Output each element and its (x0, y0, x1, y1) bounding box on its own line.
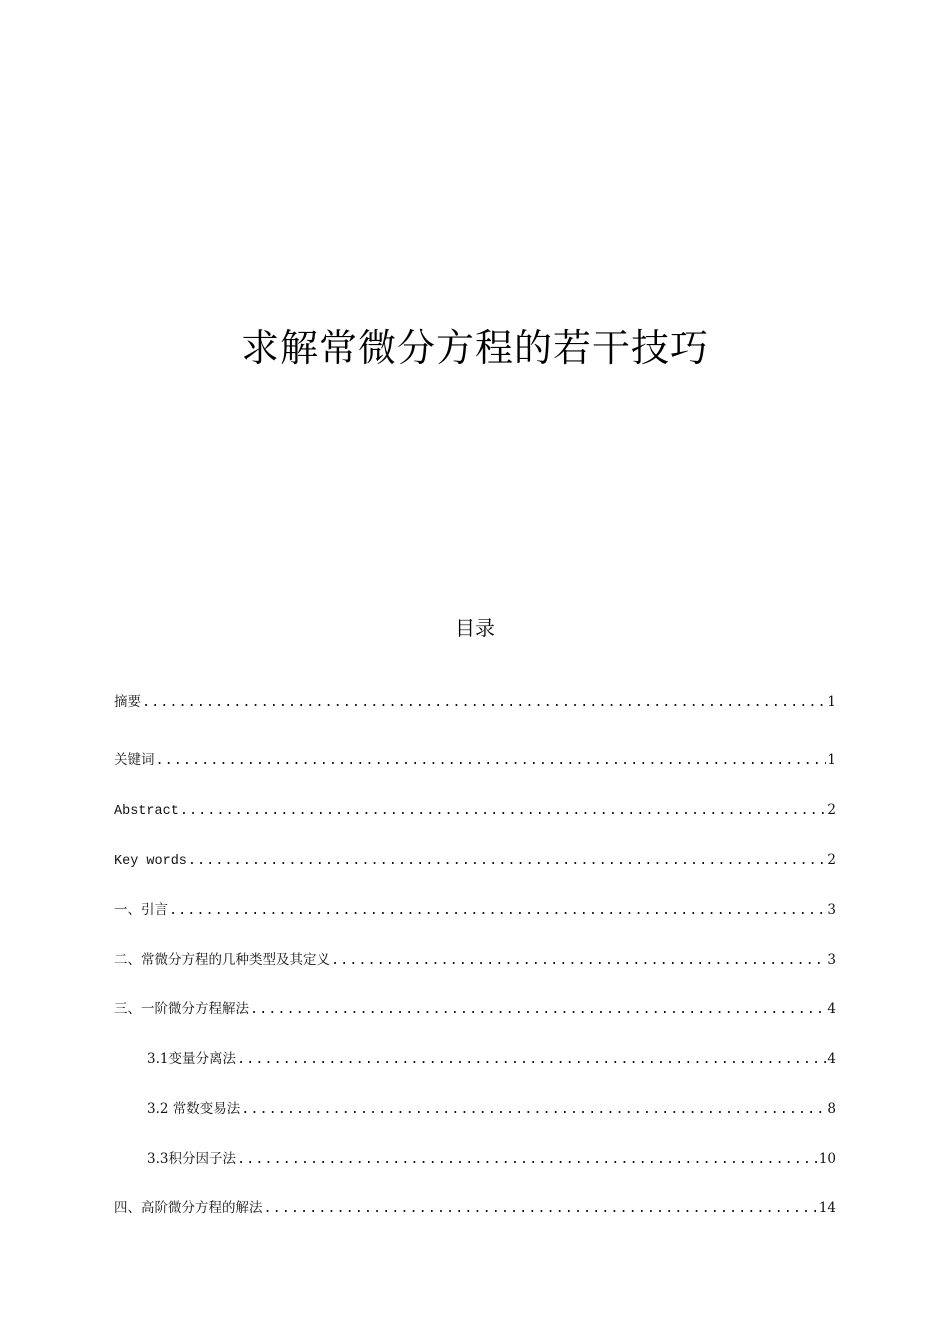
toc-entry-section-3-3[interactable] (147, 1149, 836, 1169)
toc-leader-dots (250, 999, 826, 1019)
toc-entry-label: 一、引言 (114, 902, 168, 918)
toc-entry-label: 摘要 (114, 694, 141, 710)
toc-entry-page: 8 (827, 1101, 836, 1117)
toc-entry-page: 1 (827, 752, 836, 768)
toc-heading: 目录 (455, 616, 495, 640)
toc-entry-label: Key words (114, 854, 187, 869)
toc-entry-keywords-cn[interactable] (114, 750, 836, 770)
toc-entry-section-4[interactable] (114, 1198, 836, 1218)
toc-entry-abstract-cn[interactable] (114, 692, 836, 712)
toc-entry-label: 3.3积分因子法 (147, 1151, 236, 1167)
document-title: 求解常微分方程的若干技巧 (240, 326, 709, 370)
toc-entry-page: 4 (827, 1001, 836, 1017)
toc-entry-introduction[interactable] (114, 900, 836, 920)
toc-leader-dots (241, 1099, 826, 1119)
toc-entry-label: 关键词 (114, 752, 155, 768)
toc-entry-page: 2 (827, 802, 836, 818)
toc-entry-page: 2 (827, 852, 836, 868)
toc-leader-dots (237, 1049, 826, 1069)
toc-leader-dots (264, 1198, 818, 1218)
toc-entry-page: 10 (818, 1151, 836, 1167)
toc-leader-dots (156, 750, 827, 770)
toc-entry-label: 3.1变量分离法 (147, 1051, 236, 1067)
toc-entry-section-3[interactable] (114, 999, 836, 1019)
toc-entry-section-2[interactable] (114, 950, 836, 970)
toc-entry-label: Abstract (114, 804, 179, 819)
toc-entry-page: 14 (818, 1200, 836, 1216)
toc-entry-keywords-en[interactable] (114, 850, 836, 870)
toc-leader-dots (331, 950, 826, 970)
toc-leader-dots (180, 800, 827, 820)
toc-entry-page: 3 (827, 952, 836, 968)
toc-entry-page: 4 (827, 1051, 836, 1067)
toc-leader-dots (188, 850, 826, 870)
toc-entry-label: 3.2 常数变易法 (147, 1101, 241, 1117)
toc-entry-page: 3 (827, 902, 836, 918)
toc-entry-label: 二、常微分方程的几种类型及其定义 (114, 952, 330, 968)
toc-entry-page: 1 (827, 694, 836, 710)
toc-entry-abstract-en[interactable] (114, 800, 836, 820)
toc-entry-label: 三、一阶微分方程解法 (114, 1001, 249, 1017)
toc-leader-dots (142, 692, 826, 712)
toc-entry-label: 四、高阶微分方程的解法 (114, 1200, 263, 1216)
toc-leader-dots (169, 900, 826, 920)
toc-leader-dots (237, 1149, 818, 1169)
toc-entry-section-3-1[interactable] (147, 1049, 836, 1069)
toc-entry-section-3-2[interactable] (147, 1099, 836, 1119)
